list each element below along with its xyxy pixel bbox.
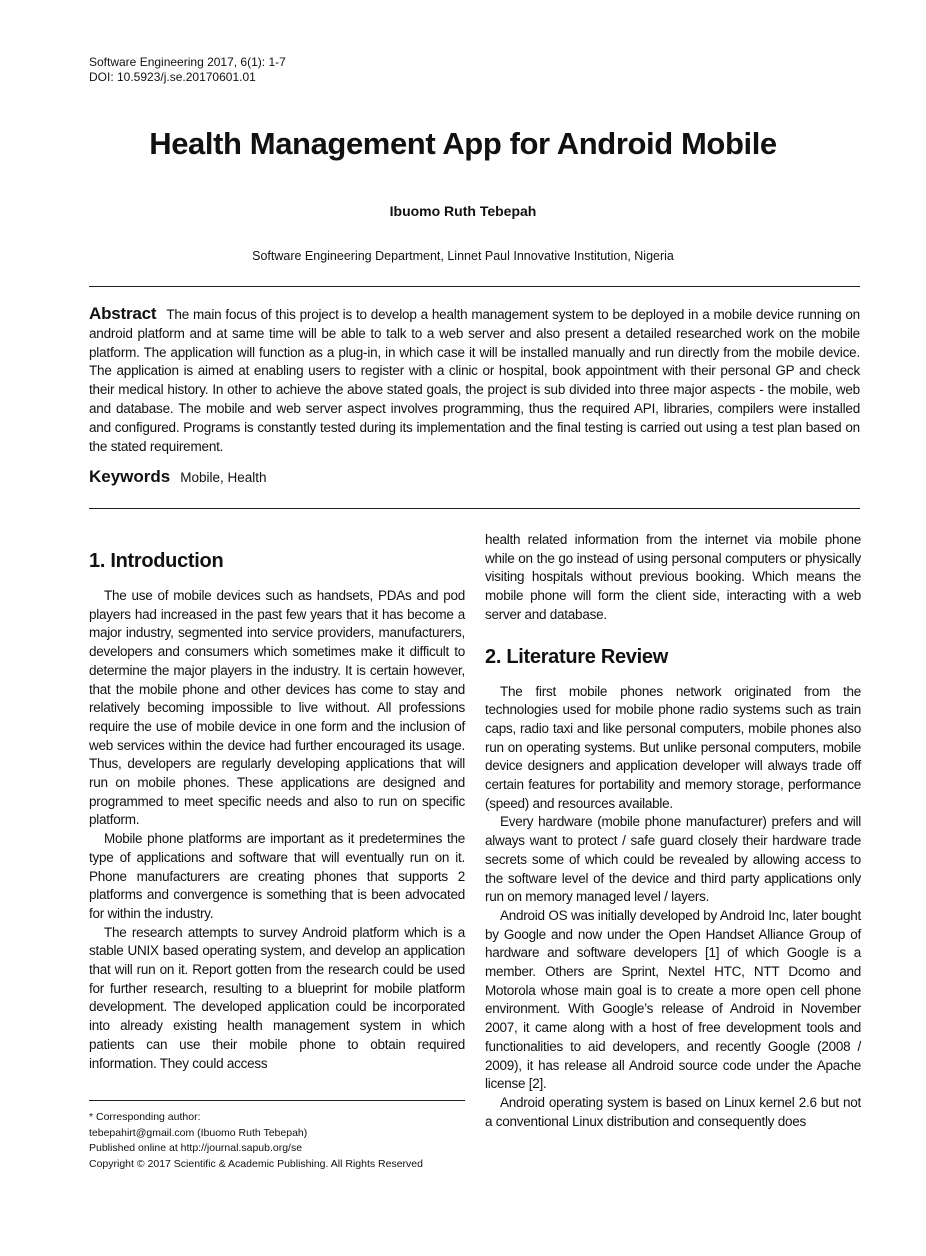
paragraph-continuation: health related information from the internet via mobile phone while on the go instead of using personal computers or physically visiting hospitals without previous booking. Which means the mobile phone will form the client side, interacting with a web server and database.: [485, 532, 861, 622]
abstract-divider: [89, 508, 860, 509]
abstract-text: The main focus of this project is to develop a health management system to be deployed in a mobile device running on android platform and at same time will be able to talk to a web server and also present a detailed researched work on the mobile platform. The application will function as a plug-in, in which case it will be installed manually and run directly from the mobile device. The application is aimed at enabling users to register with a clinic or hospital, book appointment with their personal GP and check their medical history. In other to achieve the above stated goals, the project is sub divided into three major aspects - the mobile, web and database. The mobile and web server aspect involves programming, thus the required API, libraries, compilers were installed and configured. Programs is constantly tested during its implementation and the final testing is carried out using a test plan based on the stated requirement.: [89, 307, 860, 454]
footnotes: [89, 1110, 423, 1172]
journal-header: [89, 55, 286, 85]
keywords-label: Keywords: [89, 467, 171, 486]
section-heading-introduction: 1. Introduction: [89, 550, 224, 572]
author-affiliation: Software Engineering Department, Linnet Paul Innovative Institution, Nigeria: [252, 249, 674, 263]
footnote-copyright: Copyright © 2017 Scientific & Academic Publishing. All Rights Reserved: [89, 1157, 423, 1170]
footnote-published: Published online at http://journal.sapub.org/se: [89, 1142, 303, 1154]
left-column: [89, 548, 465, 1073]
right-column: [485, 531, 861, 1131]
top-divider: [89, 286, 860, 287]
footnote-email: tebepahirt@gmail.com (Ibuomo Ruth Tebepah): [89, 1126, 308, 1139]
paragraph: Mobile phone platforms are important as it predetermines the type of applications and software that will eventually run on it. Phone manufacturers are creating phones that supports 2 platforms and convergence is something that is been advocated for within the industry.: [89, 831, 465, 921]
paragraph: Android operating system is based on Linux kernel 2.6 but not a conventional Linux distribution and consequently does: [485, 1094, 861, 1129]
journal-doi: DOI: 10.5923/j.se.20170601.01: [89, 70, 256, 84]
footnote-corresponding: * Corresponding author:: [89, 1111, 201, 1123]
abstract-label: Abstract: [89, 304, 157, 323]
section-heading-literature-review: 2. Literature Review: [485, 645, 668, 668]
paragraph: Every hardware (mobile phone manufacturer) prefers and will always want to protect / safe guard closely their hardware trade secrets some of which could be revealed by allowing access to the software level of the device and third party applications only run on memory managed level / layers.: [485, 814, 861, 905]
footnote-divider: [89, 1100, 465, 1101]
paragraph: Android OS was initially developed by Android Inc, later bought by Google and now under the Open Handset Alliance Group of hardware and software developers [1] of which Google is a member. Others are Sprint, Nextel HTC, NTT Dcomo and Motorola whose main goal is to create a more open cell phone environment. With Google’s release of Android in November 2007, it came along with a host of free development tools and functionalities to aid developers, and recently Google (2008 / 2009), it has release all Android source code under the Apache license [2].: [485, 907, 861, 1092]
paragraph: The use of mobile devices such as handsets, PDAs and pod players had increased in the past few years that it has become a major industry, segmented into service providers, manufacturers, developers and consumers which sometimes make it difficult to determine the major players in the industry. It is certain however, that the mobile phone and other devices has come to stay and relatively becoming impossible to live without. All professions require the use of mobile device in one form and the inclusion of web services within the device had further encouraged its usage. Thus, developers are regularly developing applications that will run on mobile phones. These applications are designed and programmed to meet specific needs and also to run on specific platform.: [89, 588, 465, 828]
journal-citation: Software Engineering 2017, 6(1): 1-7: [89, 55, 286, 69]
keywords-block: [89, 467, 267, 487]
paragraph: The research attempts to survey Android platform which is a stable UNIX based operating system, and develop an application that will run on it. Report gotten from the research could be used for further research, resulting to a blueprint for mobile platform development. The developed application could be incorporated into already existing health management system in which patients can use their mobile phone to obtain required information. They could access: [89, 924, 465, 1071]
paper-title: Health Management App for Android Mobile: [149, 126, 777, 161]
abstract-block: [89, 305, 860, 456]
keywords-text: Mobile, Health: [180, 470, 267, 485]
paragraph: The first mobile phones network originated from the technologies used for mobile phone radio systems such as train caps, radio taxi and like personal computers, mobile phones also run on operating systems. But unlike personal computers, mobile device designers and application developer will always trade off certain features for portability and memory storage, performance (speed) and resources available.: [485, 683, 861, 811]
author-name: Ibuomo Ruth Tebepah: [389, 203, 537, 219]
